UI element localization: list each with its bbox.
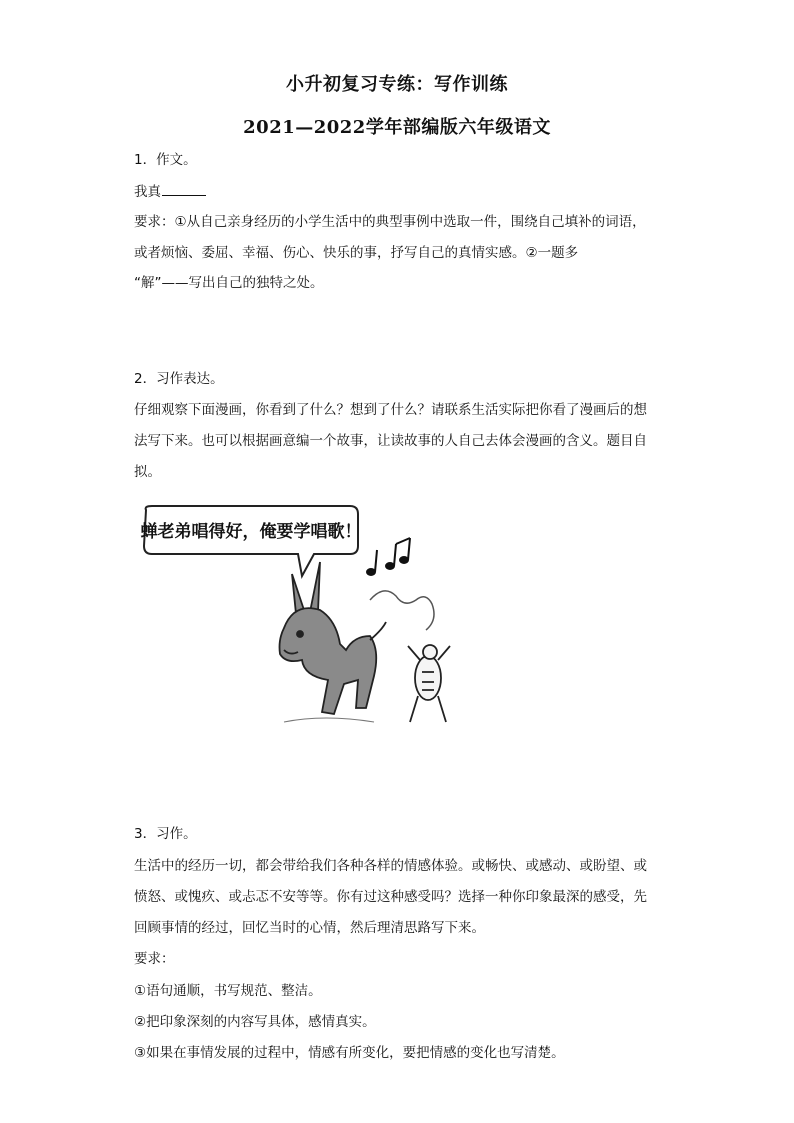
- q1-requirement-line: 或者烦恼、委屈、幸福、伤心、快乐的事，抒写自己的真情实感。②一题多: [134, 245, 579, 261]
- page-subtitle: 2021—2022学年部编版六年级语文: [243, 117, 551, 138]
- q2-text-line: 拟。: [134, 464, 161, 480]
- q3-requirement-item: ②把印象深刻的内容写具体，感情真实。: [134, 1014, 376, 1030]
- q3-text-line: 回顾事情的经过，回忆当时的心情，然后理清思路写下来。: [134, 920, 485, 936]
- q1-blank: [162, 181, 206, 196]
- q2-number: 2．习作表达。: [134, 371, 224, 387]
- speech-bubble: [141, 506, 362, 576]
- q1-number: 1．作文。: [134, 152, 197, 168]
- donkey-cicada-cartoon: [134, 500, 464, 740]
- q1-prompt: [134, 181, 206, 202]
- q1-requirement-line: 要求：①从自己亲身经历的小学生活中的典型事例中选取一件，围绕自己填补的词语，: [134, 214, 646, 230]
- q3-text-line: 生活中的经历一切，都会带给我们各种各样的情感体验。或畅快、或感动、或盼望、或: [134, 858, 647, 874]
- q3-requirements-label: 要求：: [134, 951, 175, 967]
- q3-requirement-item: ③如果在事情发展的过程中，情感有所变化，要把情感的变化也写清楚。: [134, 1045, 565, 1061]
- cicada-illustration: [408, 645, 450, 722]
- sound-swirl: [370, 591, 434, 630]
- q3-number: 3．习作。: [134, 826, 197, 842]
- q1-requirement-line: “解”——写出自己的独特之处。: [134, 275, 324, 291]
- donkey-illustration: [280, 562, 387, 722]
- speech-bubble-text: 蝉老弟唱得好，俺要学唱歌！: [140, 522, 362, 542]
- q2-text-line: 仔细观察下面漫画，你看到了什么？想到了什么？请联系生活实际把你看了漫画后的想: [134, 402, 647, 418]
- q1-prompt-text: 我真: [134, 184, 161, 200]
- music-notes-icon: [367, 538, 410, 575]
- page-title: 小升初复习专练：写作训练: [286, 74, 508, 95]
- q2-text-line: 法写下来。也可以根据画意编一个故事，让读故事的人自己去体会漫画的含义。题目自: [134, 433, 647, 449]
- q3-text-line: 愤怒、或愧疚、或忐忑不安等等。你有过这种感受吗？选择一种你印象最深的感受，先: [134, 889, 647, 905]
- q3-requirement-item: ①语句通顺，书写规范、整洁。: [134, 983, 322, 999]
